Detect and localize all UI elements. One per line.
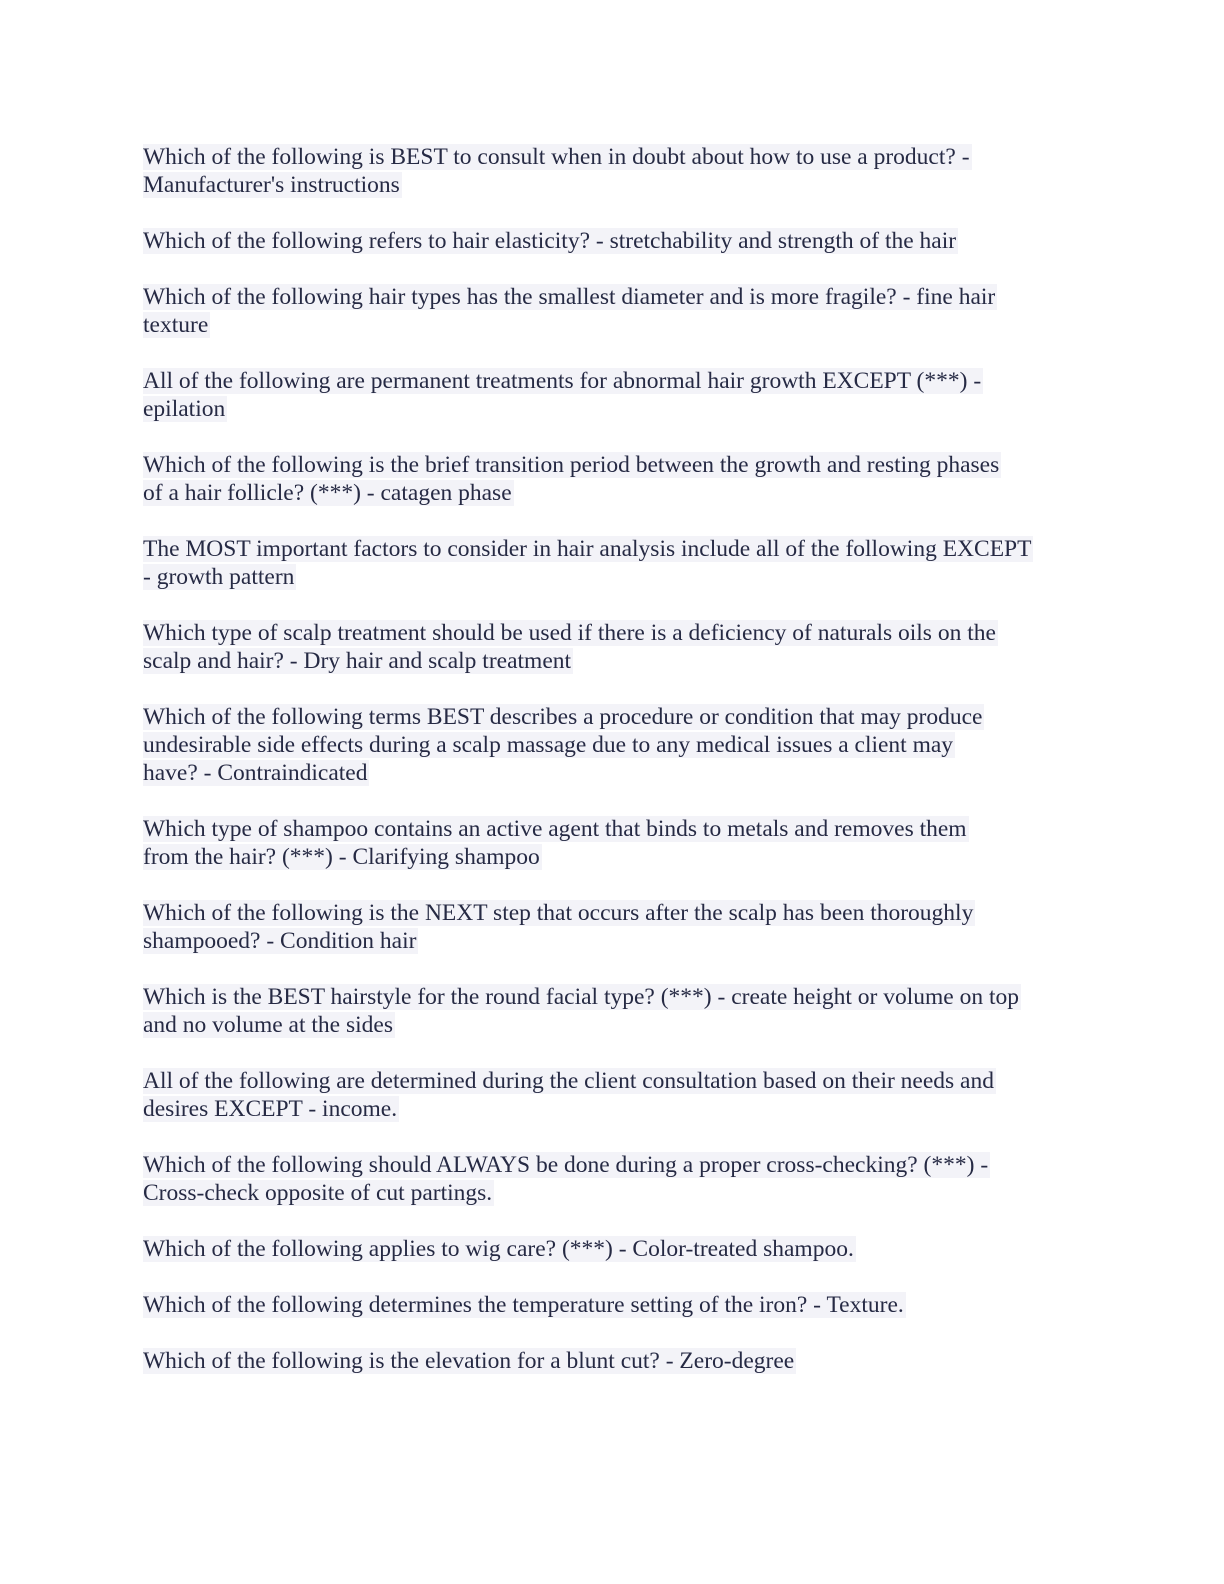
- text-line-content: undesirable side effects during a scalp massage due to any medical issues a client may: [143, 732, 954, 758]
- text-line-content: Which of the following terms BEST describes a procedure or condition that may produce: [143, 704, 983, 730]
- text-line: [143, 1067, 1103, 1095]
- text-line: [143, 171, 1103, 199]
- text-line: [143, 731, 1103, 759]
- text-line: [143, 899, 1103, 927]
- text-line: [143, 1151, 1103, 1179]
- text-line-content: scalp and hair? - Dry hair and scalp treatment: [143, 648, 572, 674]
- text-line-content: Manufacturer's instructions: [143, 172, 400, 198]
- text-line-content: Which of the following determines the temperature setting of the iron? - Texture.: [143, 1292, 904, 1318]
- text-line: [143, 703, 1103, 731]
- question-answer-item: [143, 535, 1103, 591]
- text-line-content: Which of the following is BEST to consult when in doubt about how to use a product? -: [143, 144, 970, 170]
- text-line: [143, 1179, 1103, 1207]
- question-answer-item: [143, 815, 1103, 871]
- text-line-content: Which is the BEST hairstyle for the round facial type? (***) - create height or volume on top: [143, 984, 1019, 1010]
- text-line-content: have? - Contraindicated: [143, 760, 368, 786]
- text-line-content: texture: [143, 312, 209, 338]
- text-line-content: - growth pattern: [143, 564, 295, 590]
- text-line-content: desires EXCEPT - income.: [143, 1096, 398, 1122]
- text-line: [143, 927, 1103, 955]
- text-line-content: Cross-check opposite of cut partings.: [143, 1180, 493, 1206]
- text-line: [143, 843, 1103, 871]
- text-line-content: Which of the following should ALWAYS be done during a proper cross-checking? (***) -: [143, 1152, 989, 1178]
- document-body: [143, 143, 1103, 1403]
- text-line-content: Which type of shampoo contains an active agent that binds to metals and removes them: [143, 816, 967, 842]
- text-line: [143, 535, 1103, 563]
- question-answer-item: [143, 1151, 1103, 1207]
- text-line-content: Which of the following is the brief transition period between the growth and resting phases: [143, 452, 1000, 478]
- question-answer-item: [143, 451, 1103, 507]
- text-line-content: from the hair? (***) - Clarifying shampoo: [143, 844, 540, 870]
- question-answer-item: [143, 1347, 1103, 1375]
- text-line-content: All of the following are determined during the client consultation based on their needs and: [143, 1068, 994, 1094]
- text-line: [143, 479, 1103, 507]
- question-answer-item: [143, 619, 1103, 675]
- question-answer-item: [143, 367, 1103, 423]
- text-line: [143, 647, 1103, 675]
- text-line: [143, 367, 1103, 395]
- text-line: [143, 1347, 1103, 1375]
- text-line-content: Which of the following hair types has the smallest diameter and is more fragile? - fine hair: [143, 284, 996, 310]
- text-line: [143, 619, 1103, 647]
- text-line: [143, 395, 1103, 423]
- question-answer-item: [143, 983, 1103, 1039]
- text-line: [143, 1235, 1103, 1263]
- text-line: [143, 1291, 1103, 1319]
- text-line: [143, 283, 1103, 311]
- text-line-content: The MOST important factors to consider in hair analysis include all of the following EXCEPT: [143, 536, 1032, 562]
- question-answer-item: [143, 1235, 1103, 1263]
- text-line: [143, 983, 1103, 1011]
- question-answer-item: [143, 703, 1103, 787]
- text-line: [143, 143, 1103, 171]
- text-line-content: shampooed? - Condition hair: [143, 928, 417, 954]
- text-line: [143, 1095, 1103, 1123]
- question-answer-item: [143, 1291, 1103, 1319]
- question-answer-item: [143, 227, 1103, 255]
- text-line-content: Which of the following refers to hair elasticity? - stretchability and strength of the hair: [143, 228, 957, 254]
- text-line-content: Which of the following is the NEXT step that occurs after the scalp has been thoroughly: [143, 900, 974, 926]
- text-line: [143, 815, 1103, 843]
- text-line: [143, 563, 1103, 591]
- text-line: [143, 311, 1103, 339]
- question-answer-item: [143, 143, 1103, 199]
- text-line-content: Which type of scalp treatment should be used if there is a deficiency of naturals oils on the: [143, 620, 996, 646]
- text-line-content: Which of the following applies to wig care? (***) - Color-treated shampoo.: [143, 1236, 854, 1262]
- text-line-content: Which of the following is the elevation for a blunt cut? - Zero-degree: [143, 1348, 795, 1374]
- question-answer-item: [143, 899, 1103, 955]
- text-line: [143, 1011, 1103, 1039]
- text-line: [143, 451, 1103, 479]
- question-answer-item: [143, 1067, 1103, 1123]
- text-line: [143, 227, 1103, 255]
- text-line-content: epilation: [143, 396, 226, 422]
- text-line-content: of a hair follicle? (***) - catagen phase: [143, 480, 512, 506]
- question-answer-item: [143, 283, 1103, 339]
- text-line-content: All of the following are permanent treatments for abnormal hair growth EXCEPT (***) -: [143, 368, 982, 394]
- text-line-content: and no volume at the sides: [143, 1012, 393, 1038]
- text-line: [143, 759, 1103, 787]
